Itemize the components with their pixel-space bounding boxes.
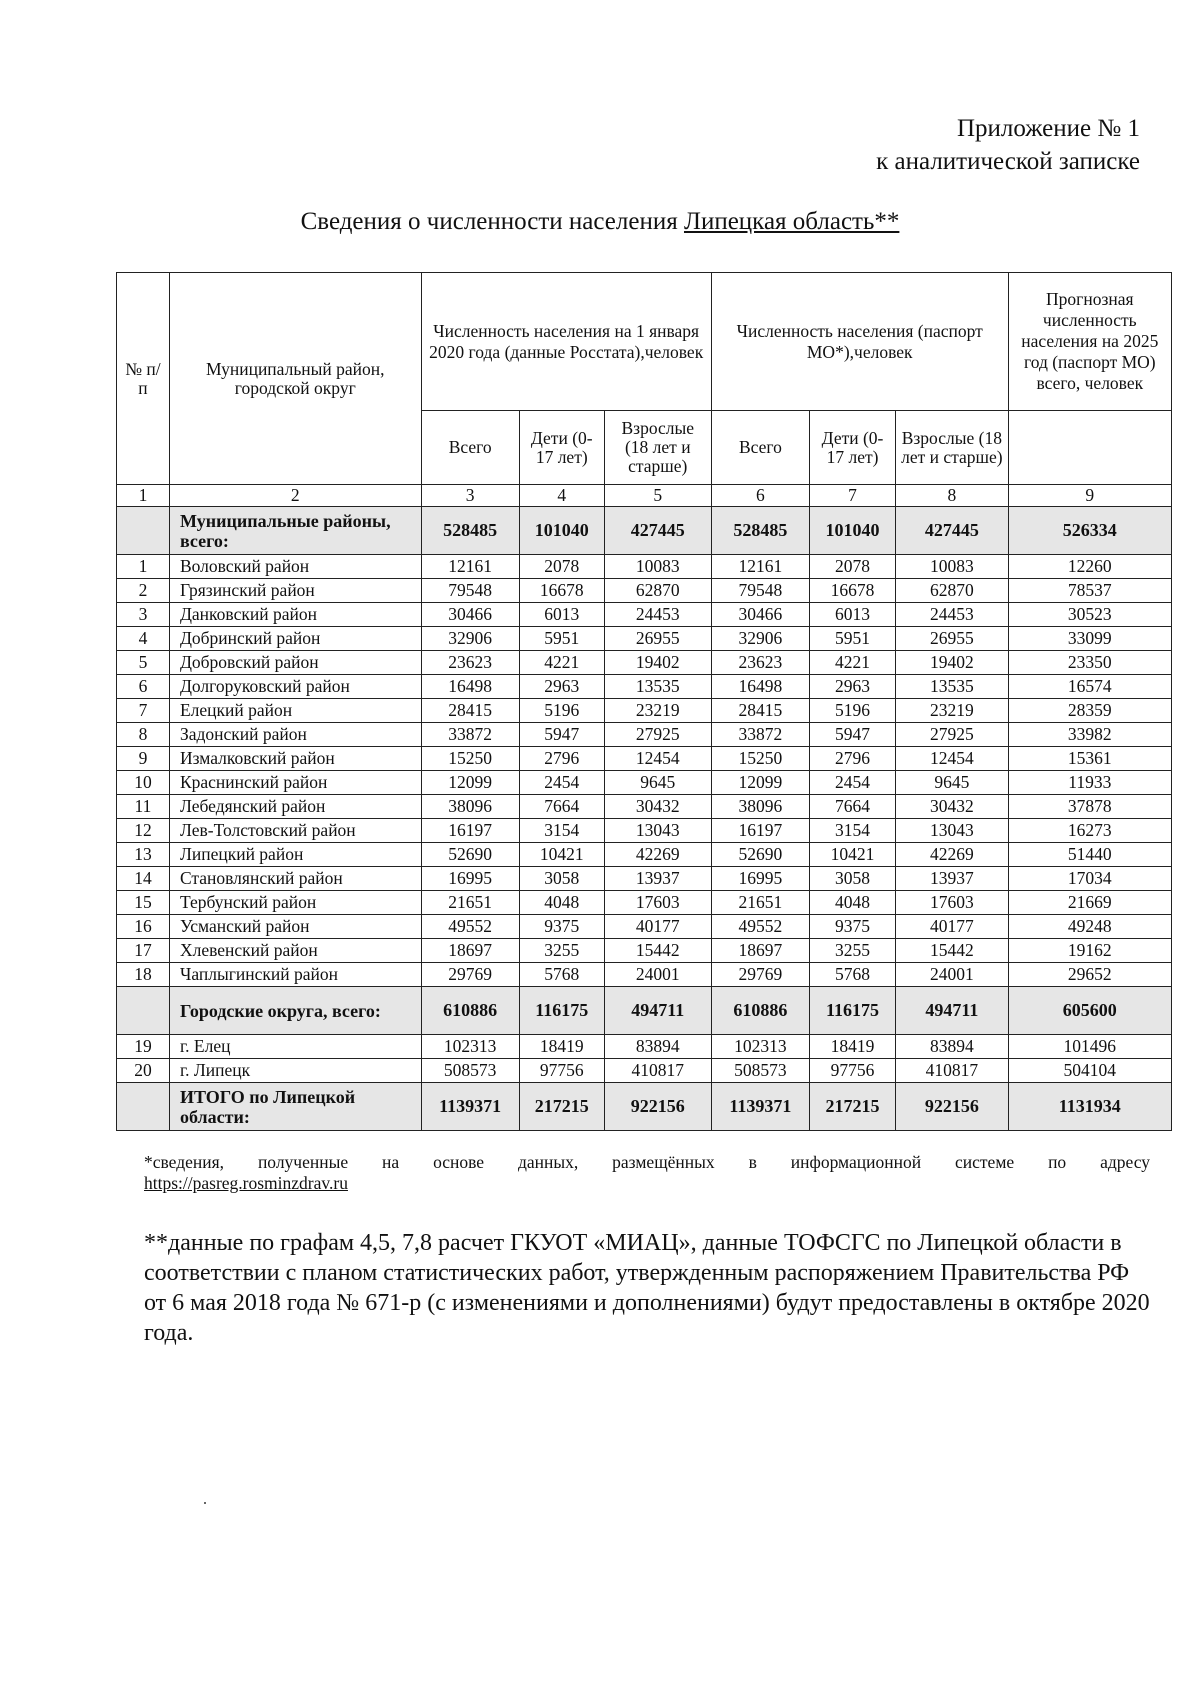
district-name: Лебедянский район (169, 795, 421, 819)
value-cell: 494711 (604, 987, 711, 1035)
value-cell: 410817 (604, 1059, 711, 1083)
table-row (117, 939, 1172, 963)
value-cell: 7664 (810, 795, 896, 819)
row-number: 9 (117, 747, 170, 771)
table-row (117, 1035, 1172, 1059)
value-cell: 3058 (519, 867, 604, 891)
value-cell: 17603 (896, 891, 1009, 915)
value-cell: 16678 (519, 579, 604, 603)
header-passport: Численность населения (паспорт МО*),человек (711, 273, 1008, 411)
value-cell: 427445 (604, 507, 711, 555)
row-number (117, 507, 170, 555)
value-cell: 30523 (1008, 603, 1171, 627)
table-body (117, 507, 1172, 1131)
table-row (117, 675, 1172, 699)
value-cell: 33872 (711, 723, 809, 747)
value-cell: 15442 (604, 939, 711, 963)
value-cell: 508573 (421, 1059, 519, 1083)
value-cell: 12099 (711, 771, 809, 795)
header-rosstat-adults: Взрослые (18 лет и старше) (604, 411, 711, 485)
row-number: 18 (117, 963, 170, 987)
column-number: 4 (519, 485, 604, 507)
value-cell: 27925 (896, 723, 1009, 747)
value-cell: 38096 (711, 795, 809, 819)
value-cell: 24453 (896, 603, 1009, 627)
header-passport-adults: Взрослые (18 лет и старше) (896, 411, 1009, 485)
value-cell: 79548 (711, 579, 809, 603)
value-cell: 5947 (810, 723, 896, 747)
row-number: 20 (117, 1059, 170, 1083)
value-cell: 40177 (604, 915, 711, 939)
value-cell: 23350 (1008, 651, 1171, 675)
value-cell: 83894 (604, 1035, 711, 1059)
value-cell: 508573 (711, 1059, 809, 1083)
district-name: Муниципальные районы, всего: (169, 507, 421, 555)
value-cell: 101040 (519, 507, 604, 555)
value-cell: 21669 (1008, 891, 1171, 915)
header-passport-children: Дети (0-17 лет) (810, 411, 896, 485)
value-cell: 217215 (519, 1083, 604, 1131)
value-cell: 922156 (896, 1083, 1009, 1131)
value-cell: 18697 (421, 939, 519, 963)
value-cell: 528485 (421, 507, 519, 555)
value-cell: 78537 (1008, 579, 1171, 603)
table-row (117, 603, 1172, 627)
value-cell: 102313 (421, 1035, 519, 1059)
value-cell: 19402 (896, 651, 1009, 675)
value-cell: 5951 (519, 627, 604, 651)
row-number: 3 (117, 603, 170, 627)
table-row (117, 915, 1172, 939)
value-cell: 1139371 (421, 1083, 519, 1131)
value-cell: 42269 (604, 843, 711, 867)
value-cell: 10083 (896, 555, 1009, 579)
value-cell: 19162 (1008, 939, 1171, 963)
table-row (117, 723, 1172, 747)
value-cell: 16498 (711, 675, 809, 699)
district-name: Тербунский район (169, 891, 421, 915)
column-number: 7 (810, 485, 896, 507)
header-district: Муниципальный район, городской округ (169, 273, 421, 485)
value-cell: 9375 (810, 915, 896, 939)
summary-row (117, 507, 1172, 555)
row-number: 15 (117, 891, 170, 915)
value-cell: 28359 (1008, 699, 1171, 723)
value-cell: 83894 (896, 1035, 1009, 1059)
title-prefix: Сведения о численности населения (300, 208, 684, 235)
footnote-1-link[interactable]: https://pasreg.rosminzdrav.ru (144, 1173, 348, 1193)
value-cell: 62870 (604, 579, 711, 603)
row-number: 6 (117, 675, 170, 699)
value-cell: 51440 (1008, 843, 1171, 867)
district-name: Хлевенский район (169, 939, 421, 963)
value-cell: 52690 (711, 843, 809, 867)
value-cell: 15250 (711, 747, 809, 771)
value-cell: 49248 (1008, 915, 1171, 939)
value-cell: 9645 (604, 771, 711, 795)
district-name: Задонский район (169, 723, 421, 747)
header-passport-total: Всего (711, 411, 809, 485)
value-cell: 33872 (421, 723, 519, 747)
value-cell: 13043 (604, 819, 711, 843)
value-cell: 33982 (1008, 723, 1171, 747)
column-number: 1 (117, 485, 170, 507)
district-name: Липецкий район (169, 843, 421, 867)
value-cell: 3058 (810, 867, 896, 891)
district-name: Елецкий район (169, 699, 421, 723)
value-cell: 116175 (519, 987, 604, 1035)
value-cell: 10421 (519, 843, 604, 867)
header-rosstat-children: Дети (0-17 лет) (519, 411, 604, 485)
value-cell: 4221 (519, 651, 604, 675)
annex-header (876, 112, 1140, 178)
value-cell: 494711 (896, 987, 1009, 1035)
row-number (117, 987, 170, 1035)
value-cell: 5768 (810, 963, 896, 987)
value-cell: 32906 (421, 627, 519, 651)
value-cell: 16197 (711, 819, 809, 843)
value-cell: 28415 (421, 699, 519, 723)
column-number: 6 (711, 485, 809, 507)
annex-line-2: к аналитической записке (876, 148, 1140, 175)
value-cell: 32906 (711, 627, 809, 651)
district-name: Краснинский район (169, 771, 421, 795)
table-row (117, 891, 1172, 915)
value-cell: 33099 (1008, 627, 1171, 651)
value-cell: 11933 (1008, 771, 1171, 795)
footnote-1: *сведения, полученные на основе данных, размещённых в информационной системе по адресу (144, 1152, 1150, 1172)
value-cell: 5768 (519, 963, 604, 987)
row-number (117, 1083, 170, 1131)
header-rosstat-total: Всего (421, 411, 519, 485)
value-cell: 16995 (421, 867, 519, 891)
value-cell: 49552 (421, 915, 519, 939)
district-name: г. Липецк (169, 1059, 421, 1083)
population-table (116, 272, 1172, 1131)
value-cell: 2078 (519, 555, 604, 579)
value-cell: 12260 (1008, 555, 1171, 579)
value-cell: 101496 (1008, 1035, 1171, 1059)
value-cell: 15250 (421, 747, 519, 771)
value-cell: 26955 (604, 627, 711, 651)
header-num: № п/п (117, 273, 170, 485)
value-cell: 1131934 (1008, 1083, 1171, 1131)
table-row (117, 843, 1172, 867)
table-row (117, 795, 1172, 819)
district-name: Воловский район (169, 555, 421, 579)
district-name: Долгоруковский район (169, 675, 421, 699)
title-region: Липецкая область** (683, 208, 900, 235)
value-cell: 21651 (421, 891, 519, 915)
table-row (117, 627, 1172, 651)
value-cell: 6013 (810, 603, 896, 627)
value-cell: 10083 (604, 555, 711, 579)
row-number: 14 (117, 867, 170, 891)
value-cell: 5947 (519, 723, 604, 747)
district-name: Чаплыгинский район (169, 963, 421, 987)
table-row (117, 771, 1172, 795)
value-cell: 18697 (711, 939, 809, 963)
row-number: 4 (117, 627, 170, 651)
value-cell: 5196 (810, 699, 896, 723)
table-row (117, 579, 1172, 603)
value-cell: 13535 (604, 675, 711, 699)
value-cell: 30466 (421, 603, 519, 627)
value-cell: 13937 (896, 867, 1009, 891)
value-cell: 24453 (604, 603, 711, 627)
summary-row (117, 987, 1172, 1035)
table-row (117, 1059, 1172, 1083)
value-cell: 38096 (421, 795, 519, 819)
value-cell: 101040 (810, 507, 896, 555)
value-cell: 23219 (604, 699, 711, 723)
value-cell: 16574 (1008, 675, 1171, 699)
value-cell: 29769 (421, 963, 519, 987)
row-number: 1 (117, 555, 170, 579)
value-cell: 29652 (1008, 963, 1171, 987)
value-cell: 29769 (711, 963, 809, 987)
row-number: 8 (117, 723, 170, 747)
summary-row (117, 1083, 1172, 1131)
header-forecast: Прогнозная численность населения на 2025 год (паспорт МО) всего, человек (1008, 273, 1171, 411)
value-cell: 10421 (810, 843, 896, 867)
district-name: г. Елец (169, 1035, 421, 1059)
district-name: Становлянский район (169, 867, 421, 891)
row-number: 2 (117, 579, 170, 603)
value-cell: 18419 (519, 1035, 604, 1059)
value-cell: 13535 (896, 675, 1009, 699)
table-row (117, 651, 1172, 675)
value-cell: 23623 (711, 651, 809, 675)
table-row (117, 867, 1172, 891)
value-cell: 12454 (896, 747, 1009, 771)
value-cell: 610886 (711, 987, 809, 1035)
value-cell: 15442 (896, 939, 1009, 963)
value-cell: 3154 (519, 819, 604, 843)
value-cell: 23623 (421, 651, 519, 675)
table-row (117, 819, 1172, 843)
value-cell: 27925 (604, 723, 711, 747)
column-number-row (117, 485, 1172, 507)
value-cell: 5196 (519, 699, 604, 723)
value-cell: 16197 (421, 819, 519, 843)
value-cell: 52690 (421, 843, 519, 867)
value-cell: 2454 (519, 771, 604, 795)
header-forecast-empty (1008, 411, 1171, 485)
value-cell: 23219 (896, 699, 1009, 723)
district-name: Измалковский район (169, 747, 421, 771)
district-name: Данковский район (169, 603, 421, 627)
table-row (117, 555, 1172, 579)
value-cell: 2963 (810, 675, 896, 699)
value-cell: 9375 (519, 915, 604, 939)
column-number: 2 (169, 485, 421, 507)
footnote-2: **данные по графам 4,5, 7,8 расчет ГКУОТ «МИАЦ», данные ТОФСГС по Липецкой области в соответствии с планом статистических работ, утвержденным распоряжением Правительства РФ от 6 мая 2018 года № 671-р (с изменениями и дополнениями) будут предоставлены в октябре 2020 года. (144, 1230, 1150, 1346)
value-cell: 12099 (421, 771, 519, 795)
value-cell: 610886 (421, 987, 519, 1035)
value-cell: 102313 (711, 1035, 809, 1059)
value-cell: 21651 (711, 891, 809, 915)
district-name: Усманский район (169, 915, 421, 939)
value-cell: 24001 (604, 963, 711, 987)
value-cell: 2963 (519, 675, 604, 699)
value-cell: 12161 (711, 555, 809, 579)
value-cell: 6013 (519, 603, 604, 627)
value-cell: 79548 (421, 579, 519, 603)
value-cell: 17034 (1008, 867, 1171, 891)
district-name: ИТОГО по Липецкой области: (169, 1083, 421, 1131)
table-row (117, 747, 1172, 771)
value-cell: 116175 (810, 987, 896, 1035)
value-cell: 1139371 (711, 1083, 809, 1131)
row-number: 7 (117, 699, 170, 723)
value-cell: 28415 (711, 699, 809, 723)
value-cell: 97756 (810, 1059, 896, 1083)
value-cell: 4048 (810, 891, 896, 915)
column-number: 3 (421, 485, 519, 507)
value-cell: 37878 (1008, 795, 1171, 819)
table-row (117, 699, 1172, 723)
value-cell: 24001 (896, 963, 1009, 987)
column-number: 5 (604, 485, 711, 507)
row-number: 17 (117, 939, 170, 963)
value-cell: 2078 (810, 555, 896, 579)
stray-dot (204, 1502, 206, 1504)
district-name: Городские округа, всего: (169, 987, 421, 1035)
value-cell: 15361 (1008, 747, 1171, 771)
value-cell: 16498 (421, 675, 519, 699)
value-cell: 504104 (1008, 1059, 1171, 1083)
row-number: 16 (117, 915, 170, 939)
value-cell: 922156 (604, 1083, 711, 1131)
value-cell: 16678 (810, 579, 896, 603)
document-title (0, 208, 1200, 236)
district-name: Добровский район (169, 651, 421, 675)
annex-line-1: Приложение № 1 (956, 115, 1140, 142)
value-cell: 49552 (711, 915, 809, 939)
value-cell: 26955 (896, 627, 1009, 651)
district-name: Грязинский район (169, 579, 421, 603)
value-cell: 13043 (896, 819, 1009, 843)
row-number: 12 (117, 819, 170, 843)
value-cell: 3154 (810, 819, 896, 843)
value-cell: 17603 (604, 891, 711, 915)
value-cell: 2796 (810, 747, 896, 771)
value-cell: 30432 (604, 795, 711, 819)
row-number: 13 (117, 843, 170, 867)
value-cell: 12161 (421, 555, 519, 579)
value-cell: 7664 (519, 795, 604, 819)
value-cell: 16995 (711, 867, 809, 891)
value-cell: 97756 (519, 1059, 604, 1083)
row-number: 5 (117, 651, 170, 675)
value-cell: 526334 (1008, 507, 1171, 555)
table-row (117, 963, 1172, 987)
column-number: 8 (896, 485, 1009, 507)
value-cell: 4048 (519, 891, 604, 915)
value-cell: 19402 (604, 651, 711, 675)
value-cell: 528485 (711, 507, 809, 555)
value-cell: 9645 (896, 771, 1009, 795)
value-cell: 4221 (810, 651, 896, 675)
value-cell: 13937 (604, 867, 711, 891)
value-cell: 3255 (519, 939, 604, 963)
value-cell: 30466 (711, 603, 809, 627)
value-cell: 40177 (896, 915, 1009, 939)
value-cell: 605600 (1008, 987, 1171, 1035)
value-cell: 16273 (1008, 819, 1171, 843)
value-cell: 427445 (896, 507, 1009, 555)
value-cell: 62870 (896, 579, 1009, 603)
value-cell: 42269 (896, 843, 1009, 867)
value-cell: 2454 (810, 771, 896, 795)
row-number: 19 (117, 1035, 170, 1059)
value-cell: 18419 (810, 1035, 896, 1059)
column-number: 9 (1008, 485, 1171, 507)
district-name: Лев-Толстовский район (169, 819, 421, 843)
value-cell: 2796 (519, 747, 604, 771)
value-cell: 30432 (896, 795, 1009, 819)
value-cell: 5951 (810, 627, 896, 651)
value-cell: 3255 (810, 939, 896, 963)
row-number: 11 (117, 795, 170, 819)
value-cell: 12454 (604, 747, 711, 771)
value-cell: 410817 (896, 1059, 1009, 1083)
value-cell: 217215 (810, 1083, 896, 1131)
row-number: 10 (117, 771, 170, 795)
header-rosstat: Численность населения на 1 января 2020 года (данные Росстата),человек (421, 273, 711, 411)
district-name: Добринский район (169, 627, 421, 651)
